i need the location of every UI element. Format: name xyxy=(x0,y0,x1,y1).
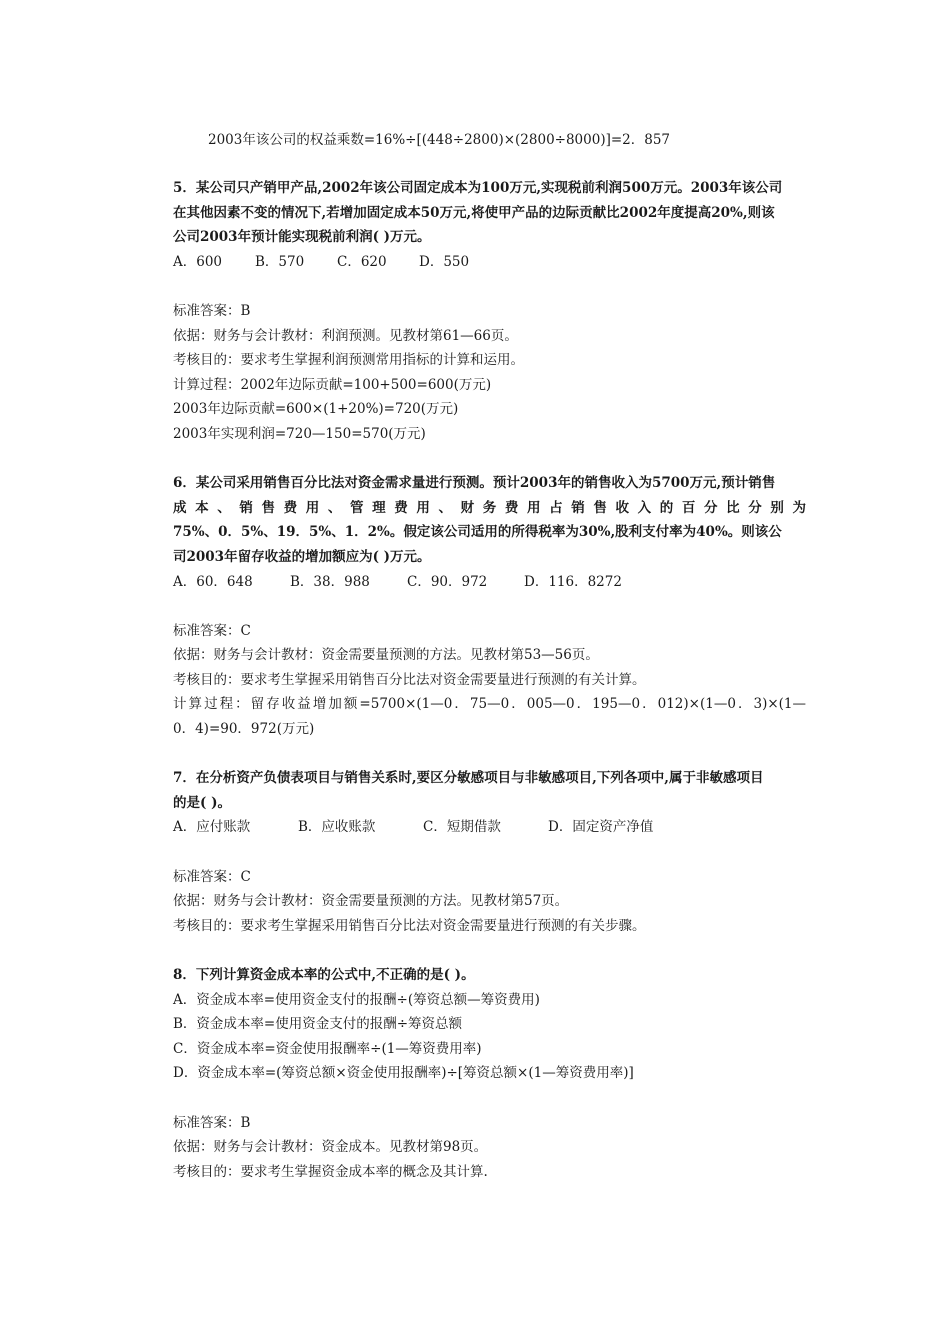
question-6-stem-line: 6．某公司采用销售百分比法对资金需求量进行预测。预计2003年的销售收入为5700万元,预计销售 xyxy=(173,475,776,492)
question-8-stem-line: 8．下列计算资金成本率的公式中,不正确的是( )。 xyxy=(173,967,475,983)
spacer xyxy=(173,742,806,767)
calculation-line: 2003年边际贡献=600×(1+20%)=720(万元) xyxy=(173,401,459,418)
assessment-purpose: 考核目的：要求考生掌握利润预测常用指标的计算和运用。 xyxy=(173,352,524,369)
answer-basis: 依据：财务与会计教材：资金需要量预测的方法。见教材第57页。 xyxy=(173,893,569,910)
question-6-options xyxy=(173,570,806,595)
question-list xyxy=(173,176,806,1184)
spacer xyxy=(173,594,806,619)
option-a: A．600 xyxy=(173,253,223,270)
option-c: C．620 xyxy=(337,253,387,270)
option-b: B．资金成本率=使用资金支付的报酬÷筹资总额 xyxy=(173,1016,463,1033)
option-d: D．固定资产净值 xyxy=(548,819,654,836)
option-a: A．资金成本率=使用资金支付的报酬÷(筹资总额—筹资费用) xyxy=(173,991,540,1008)
question-5 xyxy=(173,176,806,447)
question-5-stem-line: 5．某公司只产销甲产品,2002年该公司固定成本为100万元,实现税前利润500万元。2003年该公司 xyxy=(173,180,783,196)
option-c: C．资金成本率=资金使用报酬率÷(1—筹资费用率) xyxy=(173,1040,482,1057)
option-c: C．90．972 xyxy=(407,573,488,590)
question-7-stem-line: 7．在分析资产负债表项目与销售关系时,要区分敏感项目与非敏感项目,下列各项中,属于非敏感项目 xyxy=(173,770,764,787)
question-5-options xyxy=(173,250,806,275)
calculation-line: 计算过程：留存收益增加额=5700×(1—0．75—0．005—0．195—0．012)×(1—0．3)×(1— xyxy=(173,696,806,713)
question-7-stem-line: 的是( )。 xyxy=(173,794,231,811)
equity-multiplier-line: 2003年该公司的权益乘数=16%÷[(448÷2800)×(2800÷8000)]=2．857 xyxy=(208,132,671,148)
assessment-purpose: 考核目的：要求考生掌握采用销售百分比法对资金需要量进行预测的有关步骤。 xyxy=(173,917,646,934)
question-8 xyxy=(173,963,806,1184)
assessment-purpose: 考核目的：要求考生掌握采用销售百分比法对资金需要量进行预测的有关计算。 xyxy=(173,671,646,688)
option-b: B．应收账款 xyxy=(298,819,376,836)
spacer xyxy=(173,447,806,472)
answer-basis: 依据：财务与会计教材：利润预测。见教材第61—66页。 xyxy=(173,327,518,344)
spacer xyxy=(173,938,806,963)
answer-basis: 依据：财务与会计教材：资金成本。见教材第98页。 xyxy=(173,1139,488,1156)
option-b: B．570 xyxy=(255,253,305,270)
option-c: C．短期借款 xyxy=(423,819,501,836)
question-6-stem-line: 75%、0．5%、19．5%、1．2%。假定该公司适用的所得税率为30%,股利支付率为40%。则该公 xyxy=(173,524,782,541)
standard-answer: 标准答案：B xyxy=(173,1114,251,1131)
option-d: D．资金成本率=(筹资总额×资金使用报酬率)÷[筹资总额×(1—筹资费用率)] xyxy=(173,1065,634,1082)
question-6-stem-line: 成本、销售费用、管理费用、财务费用占销售收入的百分比分别为 xyxy=(173,499,806,516)
spacer xyxy=(173,840,806,865)
answer-basis: 依据：财务与会计教材：资金需要量预测的方法。见教材第53—56页。 xyxy=(173,647,599,664)
calculation-line: 0．4)=90．972(万元) xyxy=(173,721,315,738)
spacer xyxy=(173,274,806,299)
calculation-line: 2003年实现利润=720—150=570(万元) xyxy=(173,425,426,442)
option-b: B．38．988 xyxy=(290,573,370,590)
option-d: D．116．8272 xyxy=(524,573,622,590)
question-6-stem-line: 司2003年留存收益的增加额应为( )万元。 xyxy=(173,548,431,565)
standard-answer: 标准答案：C xyxy=(173,622,251,639)
calculation-line: 计算过程：2002年边际贡献=100+500=600(万元) xyxy=(173,376,492,393)
assessment-purpose: 考核目的：要求考生掌握资金成本率的概念及其计算. xyxy=(173,1163,488,1180)
option-d: D．550 xyxy=(419,253,470,270)
question-6 xyxy=(173,471,806,742)
question-5-stem-line: 公司2003年预计能实现税前利润( )万元。 xyxy=(173,229,431,246)
question-7-options xyxy=(173,815,806,840)
spacer xyxy=(173,1086,806,1111)
option-a: A．60．648 xyxy=(173,573,253,590)
standard-answer: 标准答案：C xyxy=(173,868,251,885)
option-a: A．应付账款 xyxy=(173,819,251,836)
standard-answer: 标准答案：B xyxy=(173,302,251,319)
question-7 xyxy=(173,766,806,938)
question-5-stem-line: 在其他因素不变的情况下,若增加固定成本50万元,将使甲产品的边际贡献比2002年度提高20%,则该 xyxy=(173,204,775,221)
